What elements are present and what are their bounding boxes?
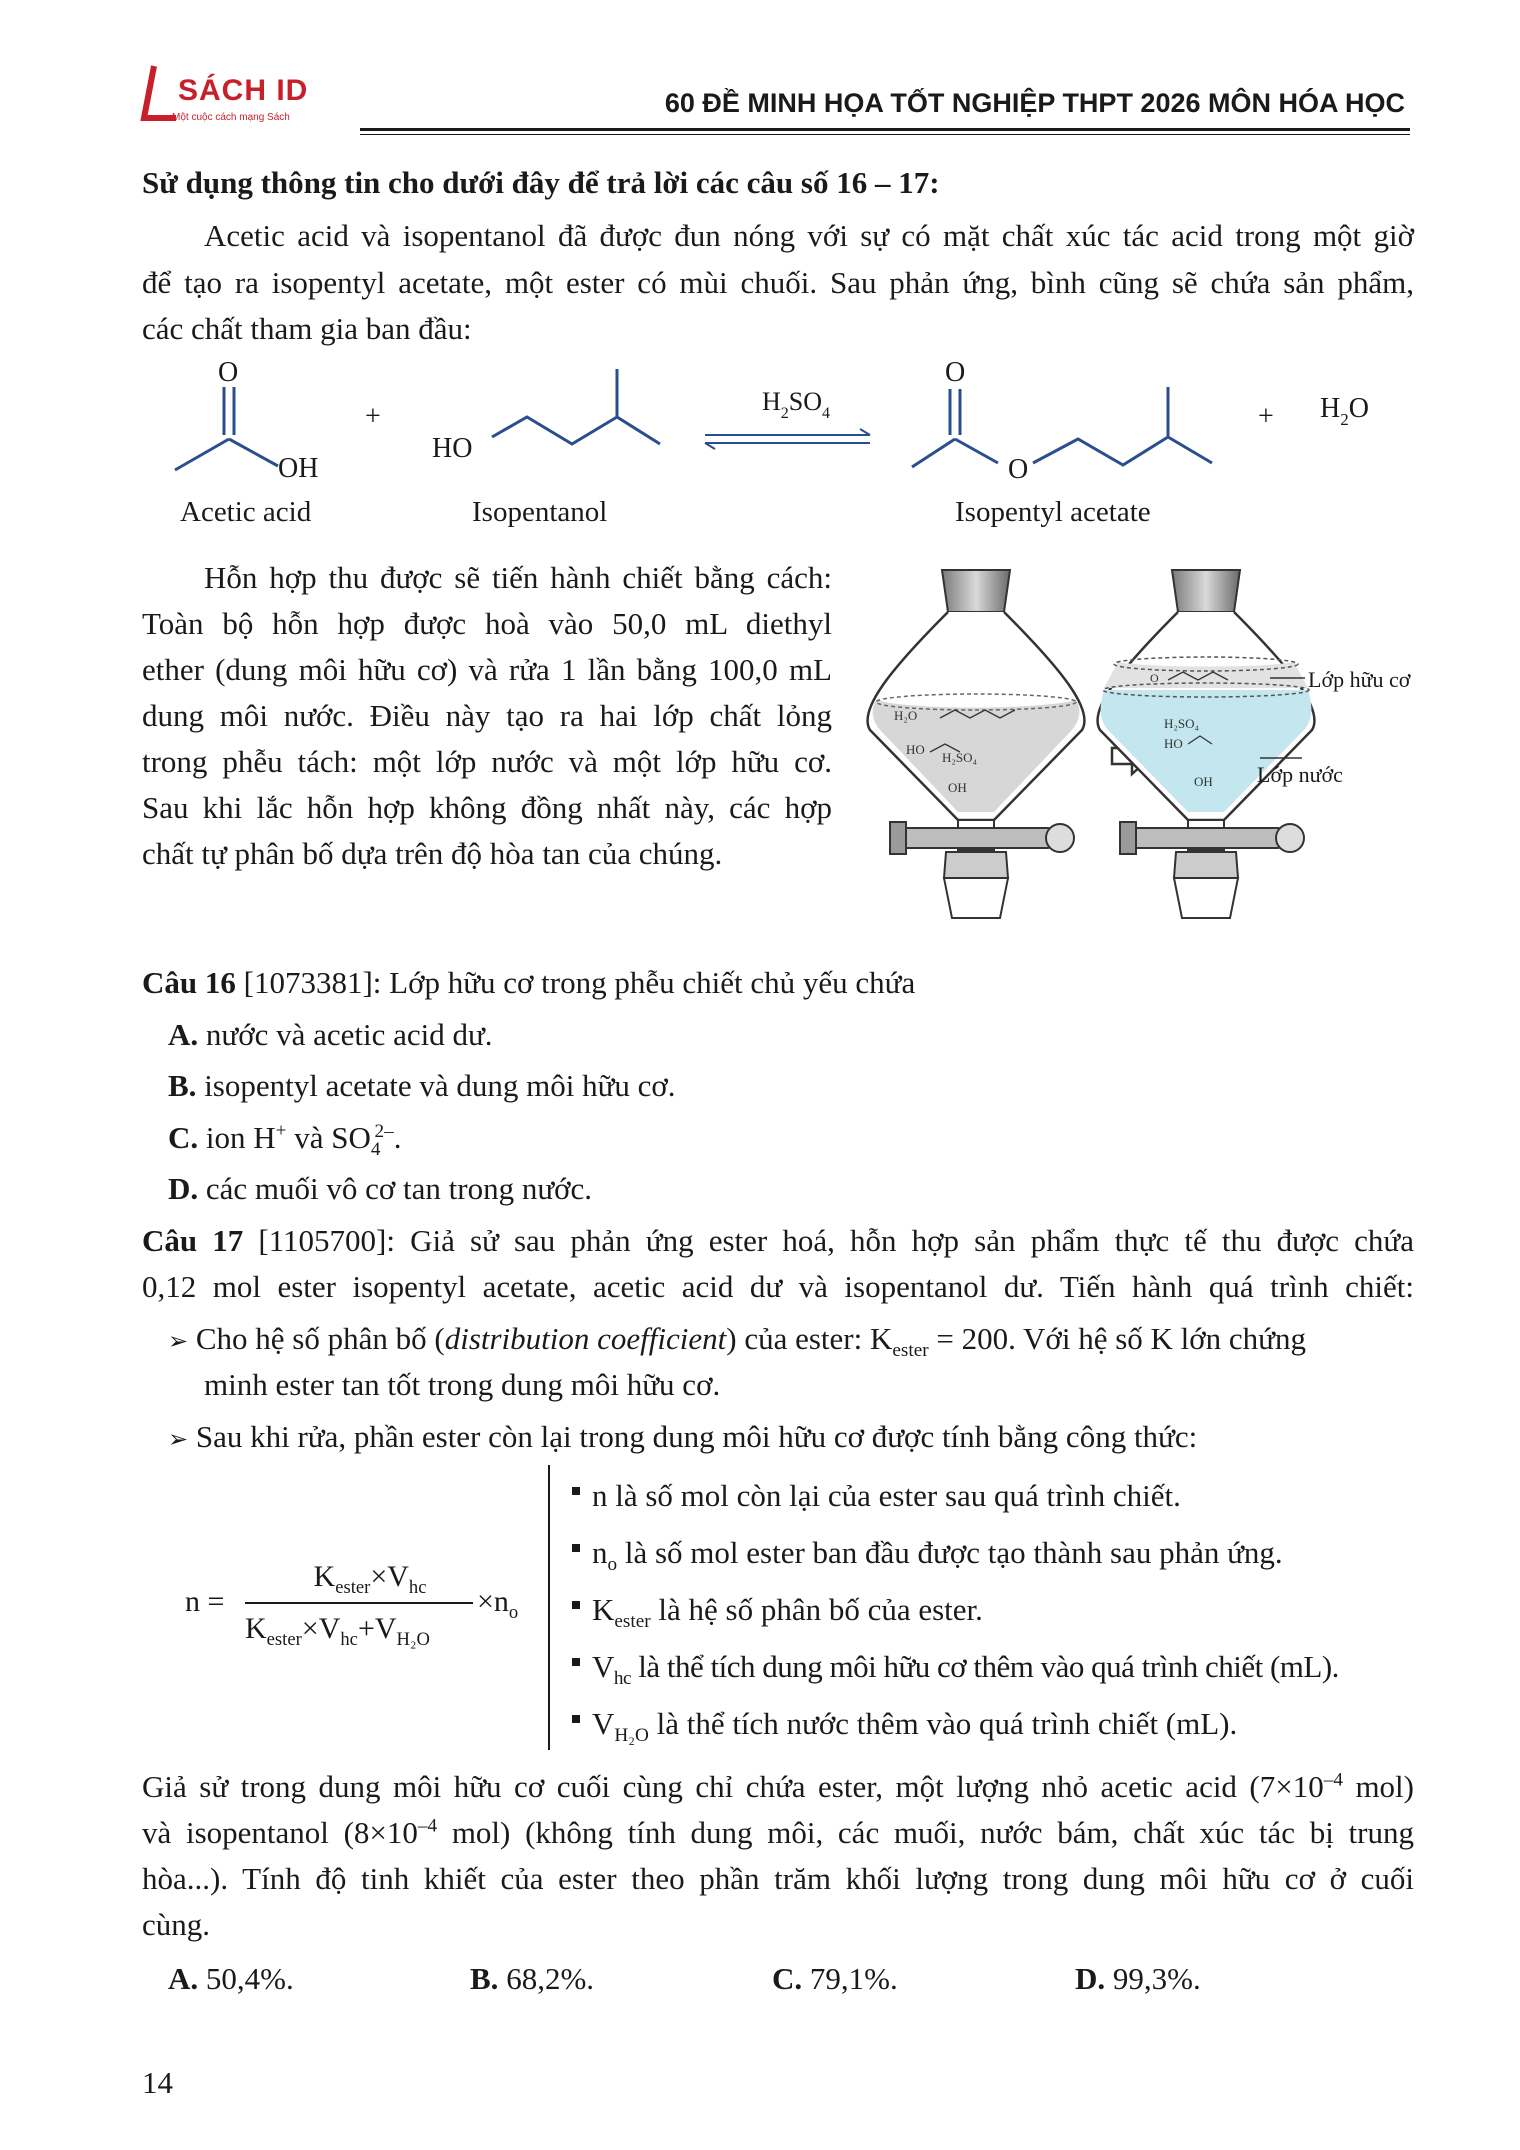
q17-option-d[interactable]: D. 99,3%.	[1075, 1961, 1201, 1996]
extraction-formula: n = $K_{ester}\times V_{hc}$ $K_{ester}\times V_{hc}+V_{H_2O}$ $\times n_o$	[185, 1555, 545, 1665]
label-isopentyl-acetate: Isopentyl acetate	[955, 496, 1151, 528]
q17-para-line-3: hòa...). Tính độ tinh khiết của ester theo phần trăm khối lượng trong dung môi hữu cơ ở cuối	[142, 1861, 1414, 1896]
svg-text:O: O	[1150, 671, 1159, 685]
svg-text:HO: HO	[1164, 736, 1183, 751]
q17-option-c[interactable]: C. 79,1%.	[772, 1961, 898, 1996]
formula-divider	[548, 1465, 550, 1750]
arrow-bullet-icon: ➢	[168, 1425, 189, 1453]
isopentanol-ho-label: HO	[432, 433, 473, 464]
header-rule-thin	[360, 134, 1410, 135]
plus-sign-1: +	[365, 401, 381, 432]
q16-option-c[interactable]: C. ion H+ và $SO_4^{2-}$.	[168, 1120, 402, 1161]
legend-item: n là số mol còn lại của ester sau quá trình chiết.	[572, 1467, 1339, 1524]
svg-text:H₂SO₄: H₂SO₄	[942, 750, 978, 765]
svg-text:H₂O: H₂O	[894, 708, 918, 723]
logo-name: SÁCH ID	[178, 74, 309, 107]
page-number: 14	[142, 2065, 173, 2100]
legend-item: $V_{hc}$ là thể tích dung môi hữu cơ thêm vào quá trình chiết (mL).	[572, 1638, 1339, 1695]
intro-line-3: các chất tham gia ban đầu:	[142, 311, 472, 346]
reaction-scheme	[160, 345, 1420, 545]
q17-para-line-4: cùng.	[142, 1907, 211, 1942]
acetic-o-label: O	[218, 357, 239, 388]
q16-option-d[interactable]: D. các muối vô cơ tan trong nước.	[168, 1171, 593, 1206]
svg-text:H2SO4: $H_2SO_4$	[762, 387, 831, 422]
question-17-stem: Câu 17 [1105700]: Giả sử sau phản ứng ester hoá, hỗn hợp sản phẩm thực tế thu được chứa	[142, 1223, 1414, 1258]
intro-line-2: để tạo ra isopentyl acetate, một ester có mùi chuối. Sau phản ứng, bình cũng sẽ chứa sản phẩm,	[142, 265, 1414, 300]
svg-text:H₂SO₄: H₂SO₄	[1164, 716, 1200, 731]
q17-bullet-2: ➢ Sau khi rửa, phần ester còn lại trong dung môi hữu cơ được tính bằng công thức:	[168, 1419, 1198, 1454]
label-isopentanol: Isopentanol	[472, 496, 608, 528]
q16-option-b[interactable]: B. isopentyl acetate và dung môi hữu cơ.	[168, 1068, 676, 1103]
label-organic-layer: Lớp hữu cơ	[1308, 667, 1411, 692]
arrow-bullet-icon: ➢	[168, 1327, 189, 1355]
isopentanol-structure	[432, 369, 660, 464]
separatory-funnel-figure	[850, 560, 1440, 945]
isopentyl-acetate-structure	[912, 357, 1212, 485]
acetic-acid-structure	[175, 357, 318, 484]
logo-tagline: Một cuộc cách mạng Sách	[172, 112, 290, 123]
extraction-line: trong phễu tách: một lớp nước và một lớp hữu cơ.	[142, 744, 832, 779]
formula-legend	[572, 1467, 1339, 1752]
funnel-before-shaking	[867, 570, 1084, 918]
ester-o-top-label: O	[945, 357, 966, 388]
q17-bullet-1-cont: minh ester tan tốt trong dung môi hữu cơ.	[204, 1367, 721, 1402]
plus-sign-2: +	[1258, 401, 1274, 432]
q17-option-a[interactable]: A. 50,4%.	[168, 1961, 294, 1996]
page-header-title: 60 ĐỀ MINH HỌA TỐT NGHIỆP THPT 2026 MÔN HÓA HỌC	[664, 88, 1405, 118]
extraction-line: dung môi nước. Điều này tạo ra hai lớp chất lỏng	[142, 698, 832, 733]
q16-option-a[interactable]: A. nước và acetic acid dư.	[168, 1017, 493, 1052]
svg-text:OH: OH	[948, 780, 967, 795]
q17-option-b[interactable]: B. 68,2%.	[470, 1961, 595, 1996]
formula-numerator: $K_{ester}\times V_{hc}$	[313, 1560, 427, 1598]
extraction-line: Sau khi lắc hỗn hợp không đồng nhất này, các hợp	[142, 790, 832, 825]
extraction-line: Hỗn hợp thu được sẽ tiến hành chiết bằng cách:	[204, 560, 832, 595]
q17-bullet-1: ➢ Cho hệ số phân bố (distribution coefficient) của ester: $K_{ester} = 200$. Với hệ số K lớn chứng	[168, 1321, 1306, 1362]
svg-text:HO: HO	[906, 742, 925, 757]
ester-o-bottom-label: O	[1008, 454, 1029, 485]
header-rule	[360, 128, 1410, 131]
q17-para-line-2: và isopentanol ($8\times 10^{-4}$ mol) (không tính dung môi, các muối, nước bám, chất xúc tác bị trung	[142, 1815, 1414, 1850]
label-water-layer: Lớp nước	[1257, 762, 1343, 787]
extraction-line: ether (dung môi hữu cơ) và rửa 1 lần bằng 100,0 mL	[142, 652, 832, 687]
extraction-line: chất tự phân bố dựa trên độ hòa tan của chúng.	[142, 836, 723, 871]
legend-item: $K_{ester}$ là hệ số phân bố của ester.	[572, 1581, 1339, 1638]
question-16-stem: Câu 16 [1073381]: Lớp hữu cơ trong phễu chiết chủ yếu chứa	[142, 965, 916, 1000]
water-formula: $H_2O$	[1320, 393, 1369, 429]
svg-text:OH: OH	[1194, 774, 1213, 789]
formula-denominator: $K_{ester}\times V_{hc}+V_{H_2O}$	[245, 1612, 430, 1650]
q17-line-2: 0,12 mol ester isopentyl acetate, acetic acid dư và isopentanol dư. Tiến hành quá trình chiết:	[142, 1269, 1414, 1304]
extraction-line: Toàn bộ hỗn hợp được hoà vào 50,0 mL diethyl	[142, 606, 832, 641]
extraction-paragraph	[142, 555, 832, 877]
legend-item: $V_{H_2O}$ là thể tích nước thêm vào quá trình chiết (mL).	[572, 1695, 1339, 1752]
legend-item: $n_o$ là số mol ester ban đầu được tạo thành sau phản ứng.	[572, 1524, 1339, 1581]
section-heading: Sử dụng thông tin cho dưới đây để trả lời các câu số 16 – 17:	[142, 165, 940, 200]
equilibrium-arrow-icon	[705, 387, 870, 449]
fraction-bar	[245, 1602, 473, 1604]
intro-line-1: Acetic acid và isopentanol đã được đun nóng với sự có mặt chất xúc tác acid trong một giờ	[204, 218, 1414, 253]
acetic-oh-label: OH	[278, 453, 319, 484]
q17-para-line-1: Giả sử trong dung môi hữu cơ cuối cùng chỉ chứa ester, một lượng nhỏ acetic acid ($7\times 10^{-4}$ mol)	[142, 1769, 1414, 1804]
label-acetic-acid: Acetic acid	[180, 496, 312, 528]
